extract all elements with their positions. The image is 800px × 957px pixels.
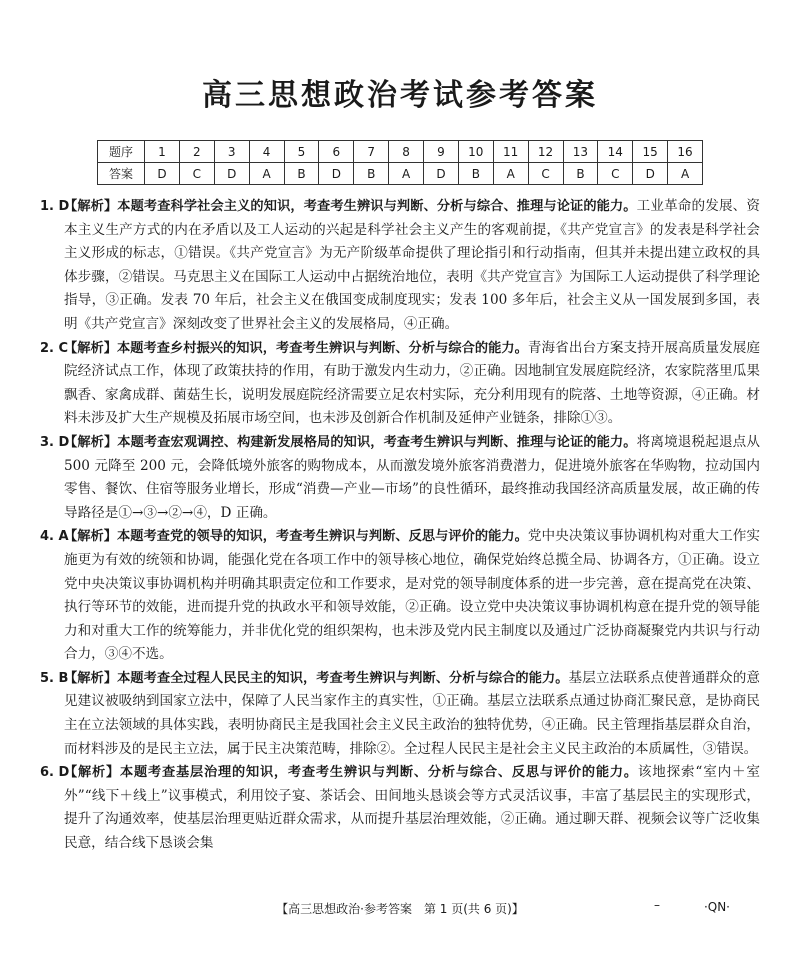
analysis-lead: 【解析】本题考查全过程人民民主的知识，考查考生辨识与判断、分析与综合的能力。 <box>64 670 569 686</box>
explanation-item <box>40 761 760 855</box>
answer-table <box>97 140 703 185</box>
question-number-cell: 10 <box>458 141 493 163</box>
question-number-cell: 14 <box>598 141 633 163</box>
analysis-text: 该地探索“室内＋室外”“线下＋线上”议事模式，利用饺子宴、茶话会、田间地头恳谈会等方式灵活议事，丰富了基层民主的实现形式，提升了沟通效率，使基层治理更贴近群众需求，从而提升基层治理效能，②正确。通过聊天群、视频会议等广泛收集民意，结合线下恳谈会集 <box>64 764 760 852</box>
footer-text: 【高三思想政治·参考答案 第 1 页(共 6 页)】 <box>276 902 524 916</box>
answer-cell: B <box>563 163 598 185</box>
answer-cell: D <box>633 163 668 185</box>
question-answer-label: 1. D <box>40 199 70 214</box>
question-number-cell: 12 <box>528 141 563 163</box>
answer-cell: B <box>284 163 319 185</box>
answer-cell: C <box>528 163 563 185</box>
explanation-item <box>40 431 760 525</box>
answer-cell: D <box>214 163 249 185</box>
question-answer-label: 4. A <box>40 529 69 545</box>
analysis-text: 工业革命的发展、资本主义生产方式的内在矛盾以及工人运动的兴起是科学社会主义产生的客观前提，《共产党宣言》的发表是科学社会主义形成的标志，①错误。《共产党宣言》为无产阶级革命提供了理论指引和行动指南，但其并未提出建立政权的具体步骤，②错误。马克思主义在国际工人运动中占据统治地位，表明《共产党宣言》为国际工人运动提供了科学理论指导，③正确。发表 70 年后，社会主义在俄国变成制度现实；发表 100 多年后，社会主义从一国发展到多国，表明《共产党宣言》深刻改变了世界社会主义的发展格局，④正确。 <box>64 198 761 332</box>
answer-cell: A <box>668 163 703 185</box>
answer-cell: C <box>179 163 214 185</box>
answer-row <box>98 163 703 185</box>
question-number-header: 题序 <box>98 141 145 163</box>
question-number-cell: 8 <box>389 141 424 163</box>
question-number-cell: 1 <box>145 141 180 163</box>
analysis-lead: 【解析】本题考查基层治理的知识，考查考生辨识与判断、分析与综合、反思与评价的能力。 <box>64 765 638 781</box>
explanation-item <box>40 195 760 337</box>
answer-cell: B <box>458 163 493 185</box>
question-number-cell: 15 <box>633 141 668 163</box>
question-number-cell: 13 <box>563 141 598 163</box>
analysis-lead: 【解析】本题考查党的领导的知识，考查考生辨识与判断、反思与评价的能力。 <box>64 529 528 545</box>
footer-dash: – <box>654 898 660 912</box>
explanation-item <box>40 337 760 431</box>
question-number-row <box>98 141 703 163</box>
analysis-text: 青海省出台方案支持开展高质量发展庭院经济试点工作，体现了政策扶持的作用，有助于激发内生动力，②正确。因地制宜发展庭院经济，农家院落里瓜果飘香、家禽成群、菌菇生长，说明发展庭院经济需要立足农村实际，充分利用现有的院落、土地等资源，④正确。材料未涉及扩大生产规模及拓展市场空间，也未涉及创新合作机制及延伸产业链条，排除①③。 <box>64 339 761 427</box>
question-number-cell: 3 <box>214 141 249 163</box>
analysis-lead: 【解析】本题考查宏观调控、构建新发展格局的知识，考查考生辨识与判断、推理与论证的能力。 <box>64 434 637 450</box>
answer-cell: C <box>598 163 633 185</box>
answer-cell: A <box>389 163 424 185</box>
question-number-cell: 7 <box>354 141 389 163</box>
answer-cell: A <box>493 163 528 185</box>
answer-cell: B <box>354 163 389 185</box>
question-number-cell: 16 <box>668 141 703 163</box>
explanation-item <box>40 525 760 667</box>
question-number-cell: 6 <box>319 141 354 163</box>
answer-cell: D <box>145 163 180 185</box>
question-number-cell: 2 <box>179 141 214 163</box>
analysis-lead: 【解析】本题考查科学社会主义的知识，考查考生辨识与判断、分析与综合、推理与论证的能力。 <box>64 199 637 214</box>
explanation-list <box>40 195 760 856</box>
question-number-cell: 9 <box>424 141 459 163</box>
footer-code: ·QN· <box>703 900 730 914</box>
analysis-text: 党中央决策议事协调机构对重大工作实施更为有效的统领和协调，能强化党在各项工作中的领导核心地位，确保党始终总揽全局、协调各方，①正确。设立党中央决策议事协调机构并明确其职责定位和工作要求，是对党的领导制度体系的进一步完善，意在提高党在决策、执行等环节的效能，进而提升党的执政水平和领导效能，②正确。设立党中央决策议事协调机构意在提升党的领导能力和对重大工作的统筹能力，并非优化党的组织架构，也未涉及党内民主制度以及通过广泛协商凝聚党内共识与行动合力，③④不选。 <box>64 528 761 663</box>
question-answer-label: 5. B <box>40 670 69 686</box>
answer-header: 答案 <box>98 163 145 185</box>
question-answer-label: 6. D <box>40 765 70 781</box>
explanation-item <box>40 667 760 761</box>
analysis-lead: 【解析】本题考查乡村振兴的知识，考查考生辨识与判断、分析与综合的能力。 <box>64 340 528 356</box>
question-number-cell: 5 <box>284 141 319 163</box>
answer-cell: D <box>319 163 354 185</box>
answer-cell: D <box>424 163 459 185</box>
question-number-cell: 11 <box>493 141 528 163</box>
question-answer-label: 3. D <box>40 434 70 450</box>
page-footer <box>0 900 800 917</box>
page-title: 高三思想政治考试参考答案 <box>202 78 598 113</box>
answer-cell: A <box>249 163 284 185</box>
analysis-text: 基层立法联系点使普通群众的意见建议被吸纳到国家立法中，保障了人民当家作主的真实性，①正确。基层立法联系点通过协商汇聚民意，是协商民主在立法领域的具体实践，表明协商民主是我国社会主义民主政治的独特优势，④正确。民主管理指基层群众自治，而材料涉及的是民主立法，属于民主决策范畴，排除②。全过程人民民主是社会主义民主政治的本质属性，③错误。 <box>64 669 761 757</box>
question-answer-label: 2. C <box>40 340 69 356</box>
analysis-text: 将离境退税起退点从 500 元降至 200 元，会降低境外旅客的购物成本，从而激发境外旅客消费潜力，促进境外旅客在华购物，拉动国内零售、餐饮、住宿等服务业增长，形成“消费—产业—市场”的良性循环，最终推动我国经济高质量发展，故正确的传导路径是①→③→②→④，D 正确。 <box>64 433 761 521</box>
question-number-cell: 4 <box>249 141 284 163</box>
